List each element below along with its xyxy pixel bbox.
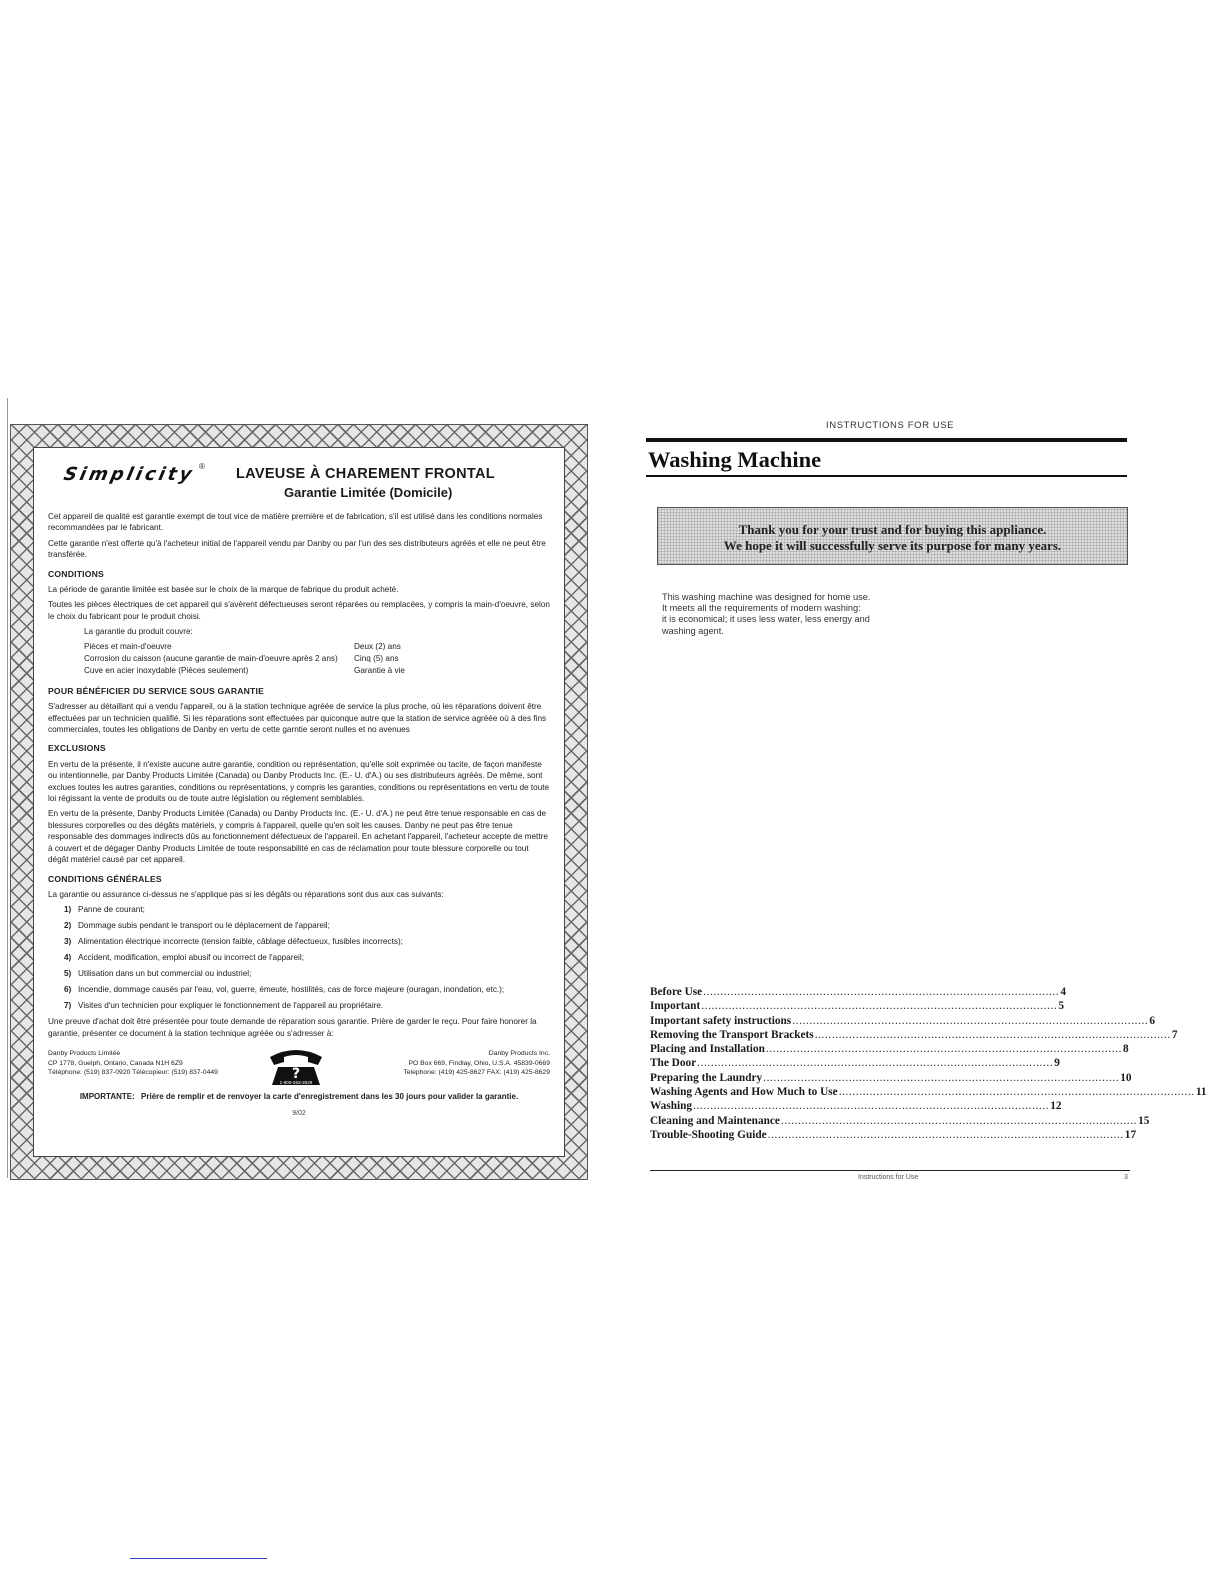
company-name: Danby Products Inc. bbox=[488, 1050, 550, 1058]
thank-you-line: We hope it will successfully serve its purpose for many years. bbox=[723, 537, 1062, 553]
phone-number: 1-800-263-2629 bbox=[279, 1080, 313, 1086]
conditions-text-1: La période de garantie limitée est basée sur le choix de la marque de fabrique du produit acheté. bbox=[48, 585, 399, 595]
address-line: CP 1778, Guelph, Ontario, Canada N1H 6Z9 bbox=[48, 1059, 183, 1067]
condition-text: Visites d'un technicien pour expliquer le fonctionnement de l'appareil au propriétaire. bbox=[78, 1001, 384, 1011]
address-usa bbox=[403, 1049, 550, 1077]
toc-leader: ........................................................................................................ bbox=[792, 1014, 1149, 1027]
condition-item bbox=[64, 1000, 550, 1011]
section-header: INSTRUCTIONS FOR USE bbox=[826, 420, 955, 431]
condition-text: Incendie, dommage causés par l'eau, vol, guerre, émeute, hostilités, cas de force majeure (ouragan, inondation, etc.); bbox=[78, 985, 505, 995]
condition-number: 7) bbox=[64, 1001, 72, 1011]
toc-entry[interactable] bbox=[650, 1085, 1207, 1099]
warranty-intro-2: Cette garantie n'est offerte qu'à l'acheteur initial de l'appareil vendu par Danby ou par l'un des ses distributeurs agréés et elle ne peut être transférée. bbox=[48, 538, 546, 560]
toc-entry[interactable] bbox=[650, 1056, 1060, 1070]
warranty-subtitle: Garantie Limitée (Domicile) bbox=[284, 485, 453, 500]
toc-label: Important safety instructions bbox=[650, 1014, 792, 1027]
toc-entry[interactable] bbox=[650, 1028, 1178, 1042]
exclusions-heading: EXCLUSIONS bbox=[48, 743, 106, 754]
toc-leader: ........................................................................................................ bbox=[765, 1043, 1123, 1056]
intro-paragraph: This washing machine was designed for home use. bbox=[662, 592, 871, 602]
condition-number: 1) bbox=[64, 905, 72, 915]
toc-label: The Door bbox=[650, 1057, 697, 1070]
address-canada bbox=[48, 1049, 218, 1077]
general-conditions-intro: La garantie ou assurance ci-dessus ne s'applique pas si les dégâts ou réparations sont dus aux cas suivants: bbox=[48, 889, 444, 899]
general-conditions-heading: CONDITIONS GÉNÉRALES bbox=[48, 873, 162, 884]
toc-page: 15 bbox=[1138, 1114, 1150, 1127]
toc-entry[interactable] bbox=[650, 1042, 1129, 1056]
important-label: IMPORTANTE: bbox=[79, 1092, 135, 1102]
conditions-heading: CONDITIONS bbox=[48, 568, 104, 579]
address-line: PO Box 669, Findlay, Ohio, U.S.A. 45839-0669 bbox=[408, 1059, 550, 1067]
condition-item bbox=[64, 984, 550, 995]
toc-label: Placing and Installation bbox=[650, 1043, 765, 1056]
svg-text:?: ? bbox=[291, 1066, 301, 1083]
registered-mark: ® bbox=[199, 462, 205, 471]
toc-label: Trouble-Shooting Guide bbox=[650, 1128, 767, 1141]
toc-page: 17 bbox=[1124, 1128, 1137, 1141]
condition-text: Dommage subis pendant le transport ou le déplacement de l'appareil; bbox=[78, 921, 330, 931]
toc-label: Important bbox=[650, 1000, 701, 1013]
page-edge-line bbox=[7, 398, 8, 1178]
service-text: S'adresser au détaillant qui a vendu l'appareil, ou à la station technique agréée de service la plus proche, où les réparations doivent être effectuées par un technicien qualifié. Si les réparations sont effectuées par quiconque autre que la station de service agréée où à des fins commerciales, toutes les obligations de Danby en vertu de cette garntie seront nulles et no avenues bbox=[48, 702, 547, 735]
condition-item bbox=[64, 968, 550, 979]
page-title: Washing Machine bbox=[648, 447, 822, 472]
toc-page: 5 bbox=[1058, 1000, 1064, 1013]
footer-text: Instructions for Use bbox=[858, 1174, 919, 1181]
phone-line: Telephone: (419) 425-8627 FAX: (419) 425-8629 bbox=[403, 1068, 550, 1076]
condition-item bbox=[64, 920, 550, 931]
intro-paragraph: It meets all the requirements of modern washing: bbox=[662, 603, 861, 614]
coverage-term: Cinq (5) ans bbox=[354, 654, 399, 664]
proof-of-purchase-text: Une preuve d'achat doit être présentée pour toute demande de réparation sous garantie. Prière de garder le reçu. Pour faire honorer la garantie, présenter ce document à la station technique agréée ou s'adresser à: bbox=[48, 1017, 537, 1038]
intro-text bbox=[662, 592, 884, 637]
condition-number: 5) bbox=[64, 969, 72, 979]
toc-label: Removing the Transport Brackets bbox=[650, 1028, 814, 1041]
coverage-row bbox=[84, 653, 550, 665]
toc-entry[interactable] bbox=[650, 999, 1064, 1013]
toc-leader: ........................................................................................................ bbox=[703, 986, 1060, 998]
exclusions-text-1: En vertu de la présente, il n'existe aucune autre garantie, condition ou représentation, qu'elle soit exprimée ou tacite, de façon manifeste ou intentionnelle, par Danby Products Limitée (Canada) ou Danby Products Inc. (E.- U. d'A.) ou ses distributeurs agréés. De même, sont exclues toutes les autres garanties, conditions ou représentations, y compris les garanties, conditions ou représentations en vertu de toute loi régissant la vente de produits ou de toute autre législation ou règlement semblables. bbox=[48, 759, 550, 804]
warranty-title: LAVEUSE À CHAREMENT FRONTAL bbox=[236, 466, 495, 482]
condition-number: 2) bbox=[64, 921, 72, 931]
exclusions-text-2: En vertu de la présente, Danby Products Limitée (Canada) ou Danby Products Inc. (E.- U. d'A.) ne peut être tenue responsable en cas de blessures corporelles ou des dégâts matériels, y compris à l'appareil, quelle qu'en soit les causes. Danby ne peut pas être tenue responsable des dommages indirects dûs au fonctionnement défectueux de l'appareil. En achetant l'appareil, l'acheteur accepte de mettre à couvert et de dégager Danby Products Limitée de toute responsabilité en cas de réclamation pour toute blessure corporelle ou tout dégât matériel causé par cet appareil. bbox=[48, 809, 548, 865]
footer-page-number: 3 bbox=[1124, 1174, 1128, 1181]
header-rule bbox=[646, 438, 1127, 442]
toc-entry[interactable] bbox=[650, 1099, 1062, 1113]
table-of-contents bbox=[650, 985, 1207, 1142]
coverage-term: Deux (2) ans bbox=[354, 641, 401, 651]
toc-page: 12 bbox=[1050, 1100, 1062, 1113]
warranty-contacts bbox=[48, 1045, 550, 1089]
warranty-body bbox=[48, 511, 550, 1119]
coverage-row bbox=[84, 641, 550, 653]
toc-page: 4 bbox=[1060, 986, 1066, 998]
important-text: Prière de remplir et de renvoyer la carte d'enregistrement dans les 30 jours pour valider la garantie. bbox=[141, 1092, 519, 1102]
toc-label: Cleaning and Maintenance bbox=[650, 1114, 780, 1127]
warranty-card bbox=[10, 424, 588, 1180]
toc-label: Preparing the Laundry bbox=[650, 1071, 763, 1084]
toc-leader: ........................................................................................................ bbox=[780, 1114, 1138, 1127]
conditions-text-2: Toutes les pièces électriques de cet appareil qui s'avèrent défectueuses seront réparées ou remplacées, y compris la main-d'oeuvre, selon le choix du fabricant pour le produit choisi. bbox=[48, 600, 550, 621]
condition-number: 6) bbox=[64, 985, 72, 995]
toc-page: 8 bbox=[1123, 1043, 1129, 1056]
coverage-item: Pièces et main-d'oeuvre bbox=[84, 641, 172, 651]
warranty-header bbox=[34, 448, 564, 500]
condition-text: Alimentation électrique incorrecte (tension faible, câblage défectueux, fusibles incorrects); bbox=[78, 937, 403, 947]
toc-page: 10 bbox=[1120, 1071, 1132, 1084]
toc-leader: ........................................................................................................ bbox=[814, 1028, 1171, 1041]
toc-entry[interactable] bbox=[650, 1071, 1132, 1085]
toc-leader: ........................................................................................................ bbox=[767, 1128, 1124, 1141]
condition-text: Panne de courant; bbox=[78, 905, 145, 915]
condition-item bbox=[64, 952, 550, 963]
condition-number: 4) bbox=[64, 953, 72, 963]
toc-page: 7 bbox=[1171, 1028, 1178, 1041]
coverage-heading: La garantie du produit couvre: bbox=[84, 627, 193, 637]
toc-entry[interactable] bbox=[650, 1014, 1155, 1028]
toc-label: Washing Agents and How Much to Use bbox=[650, 1086, 838, 1099]
company-name: Danby Products Limitée bbox=[48, 1050, 121, 1058]
toc-leader: ........................................................................................................ bbox=[697, 1057, 1054, 1070]
thank-you-banner bbox=[657, 507, 1128, 565]
service-heading: POUR BÉNÉFICIER DU SERVICE SOUS GARANTIE bbox=[48, 685, 265, 696]
intro-paragraph: it is economical; it uses less water, less energy and washing agent. bbox=[662, 614, 870, 636]
toc-entry[interactable] bbox=[650, 1114, 1150, 1128]
coverage-row bbox=[84, 665, 550, 677]
toc-page: 11 bbox=[1195, 1086, 1207, 1099]
thank-you-line: Thank you for your trust and for buying this appliance. bbox=[738, 522, 1047, 537]
toc-leader: ........................................................................................................ bbox=[701, 1000, 1058, 1013]
title-rule bbox=[646, 475, 1127, 477]
toc-leader: ........................................................................................................ bbox=[693, 1100, 1050, 1113]
important-notice bbox=[48, 1091, 550, 1102]
footer-rule bbox=[650, 1170, 1130, 1171]
toc-page: 9 bbox=[1054, 1057, 1060, 1070]
condition-text: Utilisation dans un but commercial ou industriel; bbox=[78, 969, 252, 979]
coverage-item: Cuve en acier inoxydable (Pièces seulement) bbox=[84, 666, 249, 676]
warranty-intro-1: Cet appareil de qualité est garantie exempt de tout vice de matière première et de fabrication, s'il est utilisé dans les conditions normales recommandées par le fabricant. bbox=[48, 512, 543, 533]
brand-logo: Simplicity bbox=[61, 464, 197, 485]
telephone-icon bbox=[264, 1045, 328, 1087]
link-underline[interactable] bbox=[130, 1558, 267, 1559]
form-code: 9/02 bbox=[292, 1109, 306, 1117]
condition-number: 3) bbox=[64, 937, 72, 947]
toc-leader: ........................................................................................................ bbox=[763, 1071, 1120, 1084]
toc-leader: ........................................................................................................ bbox=[838, 1086, 1195, 1099]
toc-label: Before Use bbox=[650, 986, 703, 998]
toc-entry[interactable] bbox=[650, 985, 1066, 999]
toc-entry[interactable] bbox=[650, 1128, 1137, 1142]
phone-line: Téléphone: (519) 837-0920 Télécopieur: (519) 837-0449 bbox=[48, 1068, 218, 1076]
toc-page: 6 bbox=[1149, 1014, 1155, 1027]
condition-text: Accident, modification, emploi abusif ou incorrect de l'appareil; bbox=[78, 953, 304, 963]
coverage-item: Corrosion du caisson (aucune garantie de main-d'oeuvre après 2 ans) bbox=[84, 654, 338, 664]
condition-item bbox=[64, 936, 550, 947]
coverage-term: Garantie à vie bbox=[354, 666, 405, 676]
warranty-content bbox=[33, 447, 565, 1157]
condition-item bbox=[64, 904, 550, 915]
toc-label: Washing bbox=[650, 1100, 693, 1113]
